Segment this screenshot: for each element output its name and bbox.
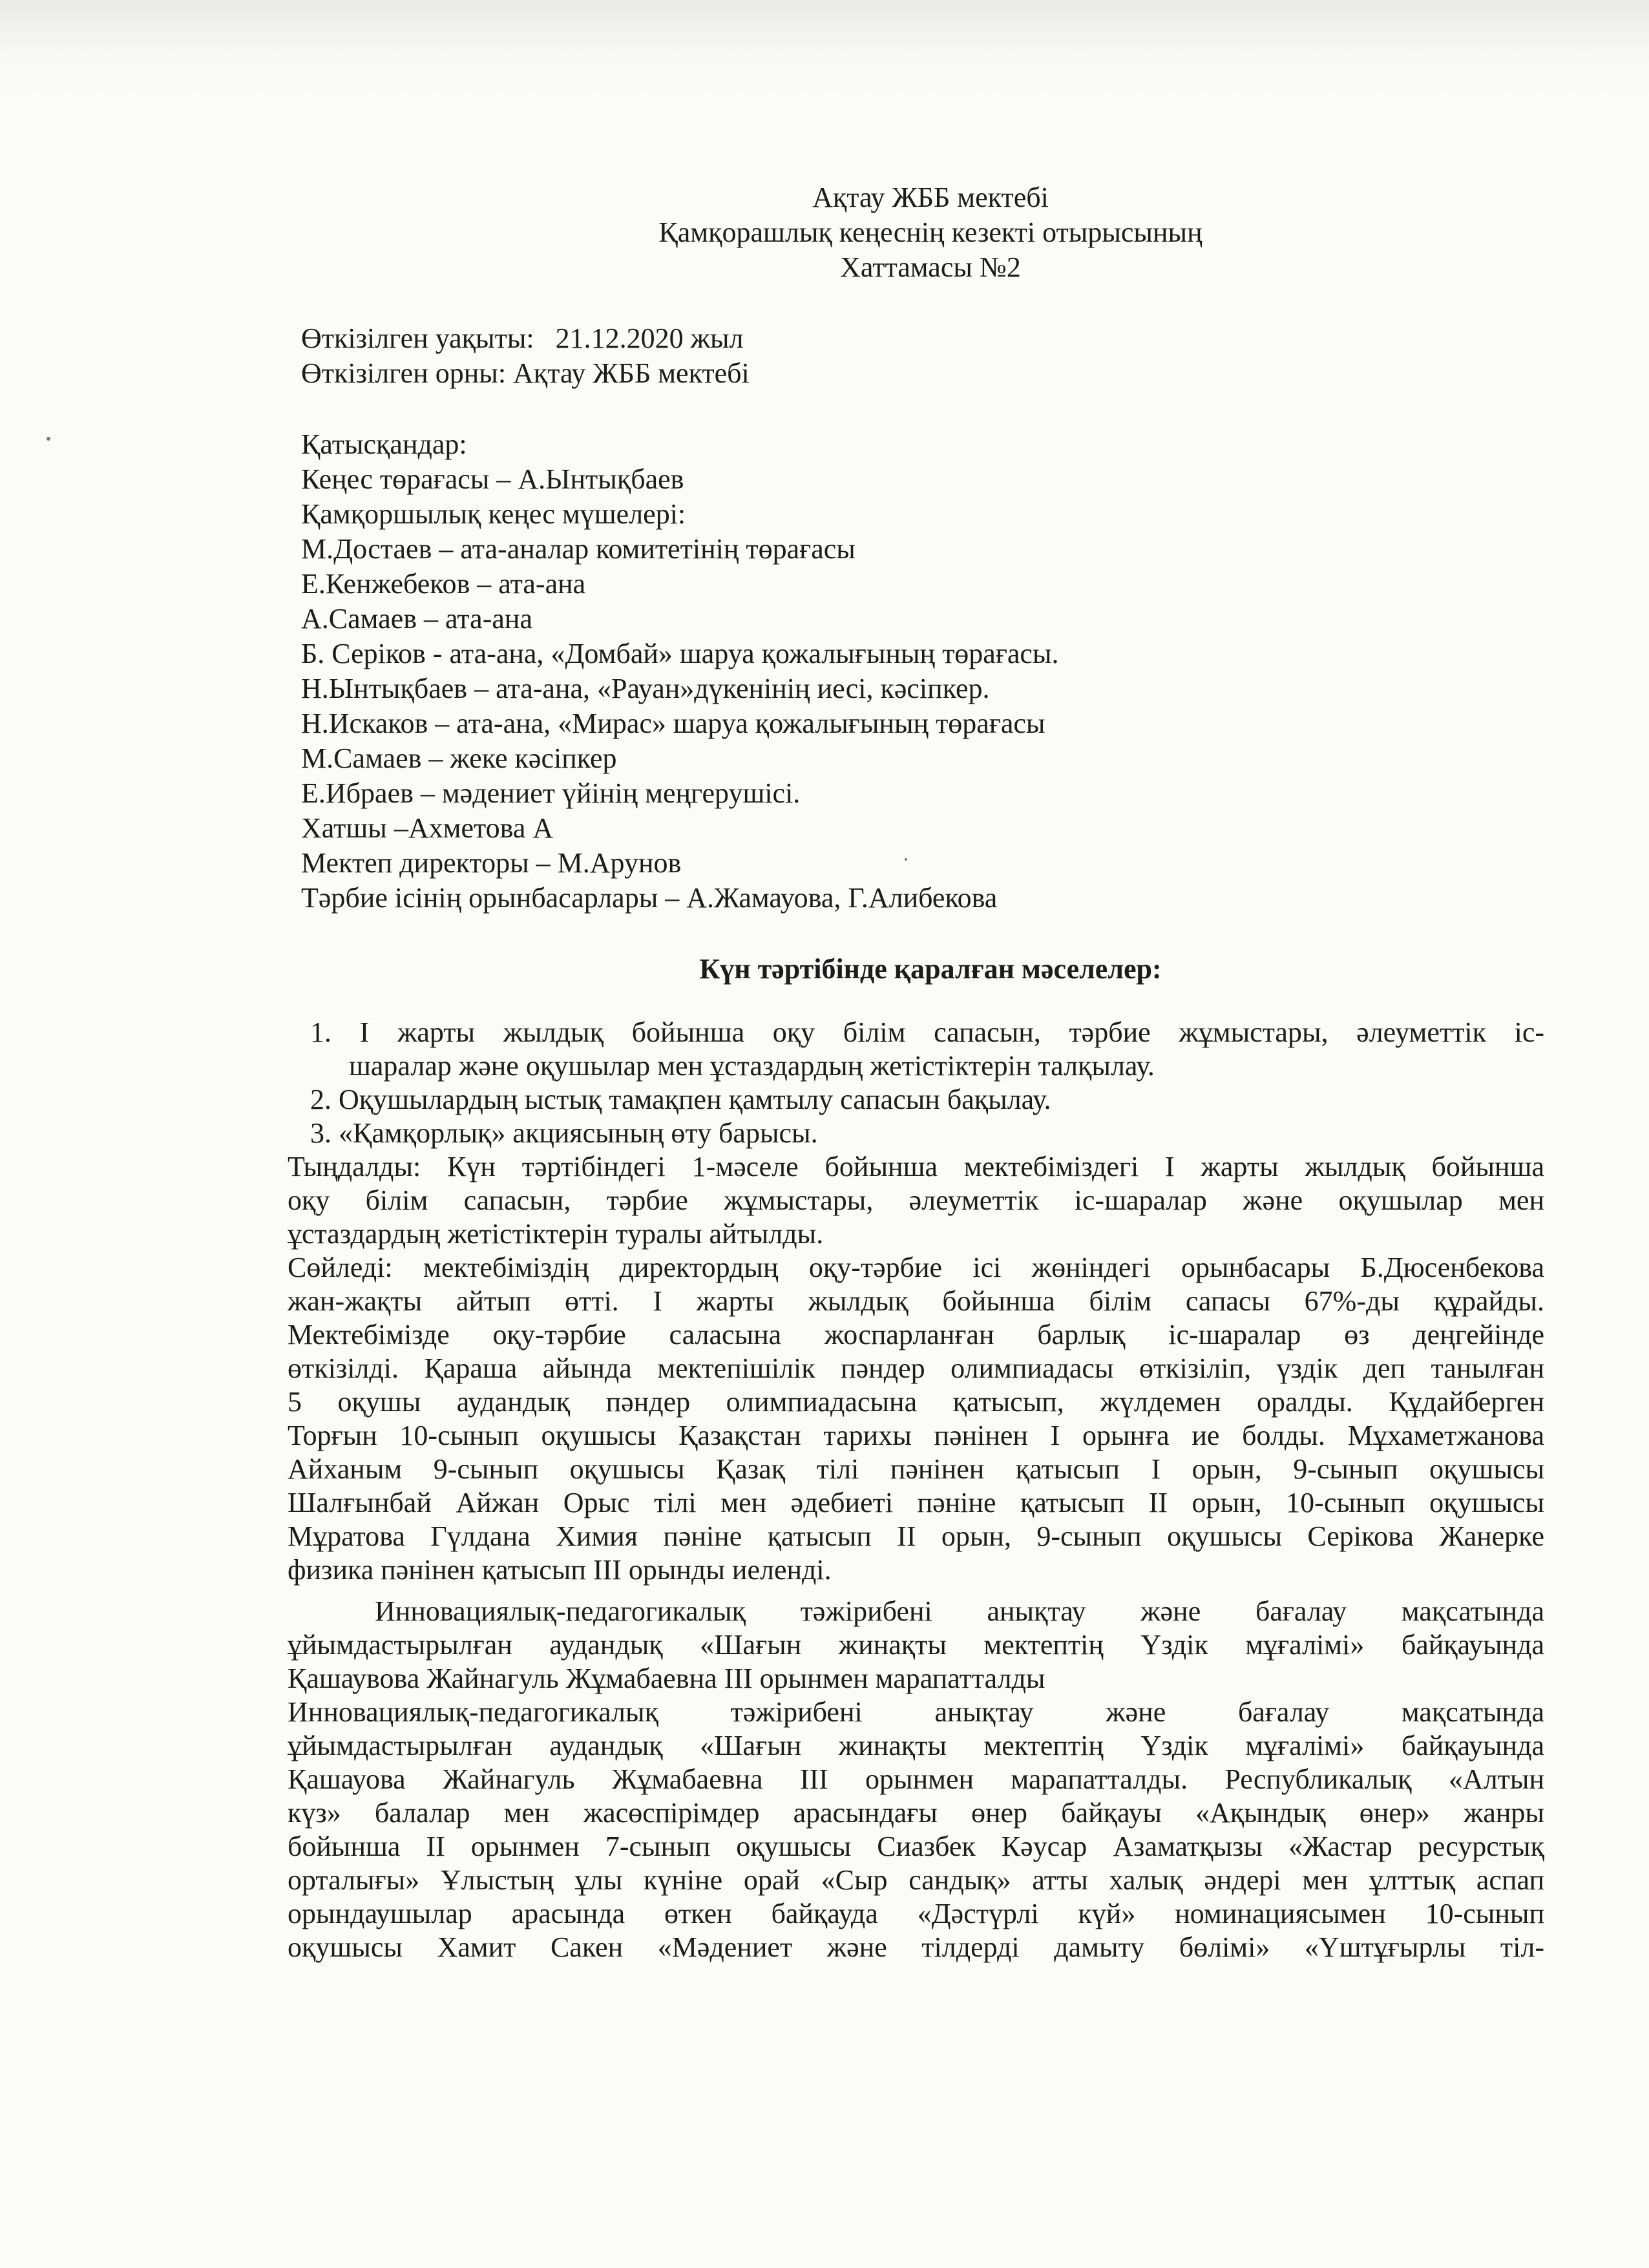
body-line: өткізілді. Қараша айында мектепішілік пәндер олимпиадасы өткізіліп, үздік деп танылған xyxy=(288,1352,1544,1384)
body-line: ұстаздардың жетістіктерін туралы айтылды. xyxy=(288,1218,824,1250)
body-line: ұйымдастырылған аудандық «Шағын жинақты мектептің Үздік мұғалімі» байқауында xyxy=(288,1629,1544,1661)
agenda-item-1: 1. І жарты жылдық бойынша оқу білім сапасын, тәрбие жұмыстары, әлеуметтік іс- xyxy=(310,1016,1544,1048)
participant-line: Б. Серіков - ата-ана, «Домбай» шаруа қожалығының төрағасы. xyxy=(301,638,1059,669)
participant-line: М.Достаев – ата-аналар комитетінің төрағасы xyxy=(301,533,856,565)
body-line: ұйымдастырылған аудандық «Шағын жинақты мектептің Үздік мұғалімі» байқауында xyxy=(288,1730,1544,1761)
body-line: Қашауова Жайнагуль Жұмабаевна ІІІ орынмен марапатталды. Республикалық «Алтын xyxy=(288,1763,1544,1795)
body-line: Мектебімізде оқу-тәрбие саласына жоспарланған барлық іс-шаралар өз деңгейінде xyxy=(288,1319,1544,1350)
body-line: Қашаувова Жайнагуль Жұмабаевна ІІІ орынмен марапатталды xyxy=(288,1663,1045,1694)
body-line: орталығы» Ұлыстың ұлы күніне орай «Сыр сандық» атты халық әндері мен ұлттық аспап xyxy=(288,1864,1544,1896)
protocol-number: Хаттамасы №2 xyxy=(840,251,1021,283)
body-line: Инновациялық-педагогикалық тәжірибені анықтау және бағалау мақсатында xyxy=(375,1595,1544,1627)
agenda-heading: Күн тәртібінде қаралған мәселелер: xyxy=(699,953,1162,985)
school-name: Ақтау ЖББ мектебі xyxy=(812,182,1049,213)
agenda-item-3: 3. «Қамқорлық» акциясының өту барысы. xyxy=(310,1117,818,1149)
participant-line: А.Самаев – ата-ана xyxy=(301,603,532,635)
body-line: Тыңдалды: Күн тәртібіндегі 1-мәселе бойынша мектебіміздегі І жарты жылдық бойынша xyxy=(288,1151,1544,1182)
body-line: 5 оқушы аудандық пәндер олимпиадасына қатысып, жүлдемен оралды. Құдайберген xyxy=(288,1386,1544,1418)
meeting-place: Өткізілген орны: Ақтау ЖББ мектебі xyxy=(301,357,750,389)
body-line: күз» балалар мен жасөспірімдер арасындағы өнер байқауы «Ақындық өнер» жанры xyxy=(288,1797,1544,1829)
body-line: физика пәнінен қатысып ІІІ орынды иеленді. xyxy=(288,1554,832,1586)
participant-line: Хатшы –Ахметова А xyxy=(301,812,554,844)
agenda-item-1-cont: шаралар және оқушылар мен ұстаздардың жетістіктерін талқылау. xyxy=(349,1050,1155,1082)
agenda-item-2: 2. Оқушылардың ыстық тамақпен қамтылу сапасын бақылау. xyxy=(310,1084,1051,1115)
body-line: оқу білім сапасын, тәрбие жұмыстары, әлеуметтік іс-шаралар және оқушылар мен xyxy=(288,1184,1544,1216)
participant-line: Е.Ибраев – мәдениет үйінің меңгерушісі. xyxy=(301,777,801,809)
participant-line: Е.Кенжебеков – ата-ана xyxy=(301,568,586,600)
participant-line: Тәрбие ісінің орынбасарлары – А.Жамауова, Г.Алибекова xyxy=(301,882,998,914)
body-line: оқушысы Хамит Сакен «Мәдениет және тілдерді дамыту бөлімі» «Үштұғырлы тіл- xyxy=(288,1931,1544,1963)
participant-line: Қамқоршылық кеңес мүшелері: xyxy=(301,498,686,530)
meeting-time-label: Өткізілген уақыты: xyxy=(301,322,534,354)
body-line: Инновациялық-педагогикалық тәжірибені анықтау және бағалау мақсатында xyxy=(288,1696,1544,1728)
body-line: Айханым 9-сынып оқушысы Қазақ тілі пәнінен қатысып І орын, 9-сынып оқушысы xyxy=(288,1453,1544,1485)
participant-line: Кеңес төрағасы – А.Ынтықбаев xyxy=(301,463,684,495)
body-line: Сөйледі: мектебіміздің директордың оқу-тәрбие ісі жөніндегі орынбасары Б.Дюсенбекова xyxy=(288,1252,1544,1283)
body-line: Мұратова Гүлдана Химия пәніне қатысып ІІ орын, 9-сынып оқушысы Серікова Жанерке xyxy=(288,1520,1544,1552)
participant-line: Н.Ынтықбаев – ата-ана, «Рауан»дүкенінің иесі, кәсіпкер. xyxy=(301,673,990,704)
participants-heading: Қатысқандар: xyxy=(301,428,467,460)
body-line: Торғын 10-сынып оқушысы Қазақстан тарихы пәнінен І орынға ие болды. Мұхаметжанова xyxy=(288,1420,1544,1451)
body-line: орындаушылар арасында өткен байқауда «Дәстүрлі күй» номинациясымен 10-сынып xyxy=(288,1898,1544,1929)
participant-line: Мектеп директоры – М.Арунов xyxy=(301,847,682,879)
body-line: жан-жақты айтып өтті. І жарты жылдық бойынша білім сапасы 67%-ды құрайды. xyxy=(288,1285,1544,1317)
participant-line: Н.Искаков – ата-ана, «Мирас» шаруа қожалығының төрағасы xyxy=(301,708,1045,739)
meeting-time xyxy=(301,320,744,357)
meeting-title: Қамқорашлық кеңеснің кезекті отырысының xyxy=(658,216,1203,248)
meeting-time-value: 21.12.2020 жыл xyxy=(555,322,744,354)
body-line: Шалғынбай Айжан Орыс тілі мен әдебиеті пәніне қатысып ІІ орын, 10-сынып оқушысы xyxy=(288,1487,1544,1518)
participant-line: М.Самаев – жеке кәсіпкер xyxy=(301,742,617,774)
body-line: бойынша ІІ орынмен 7-сынып оқушысы Сиазбек Кәусар Азаматқызы «Жастар ресурстық xyxy=(288,1831,1544,1862)
